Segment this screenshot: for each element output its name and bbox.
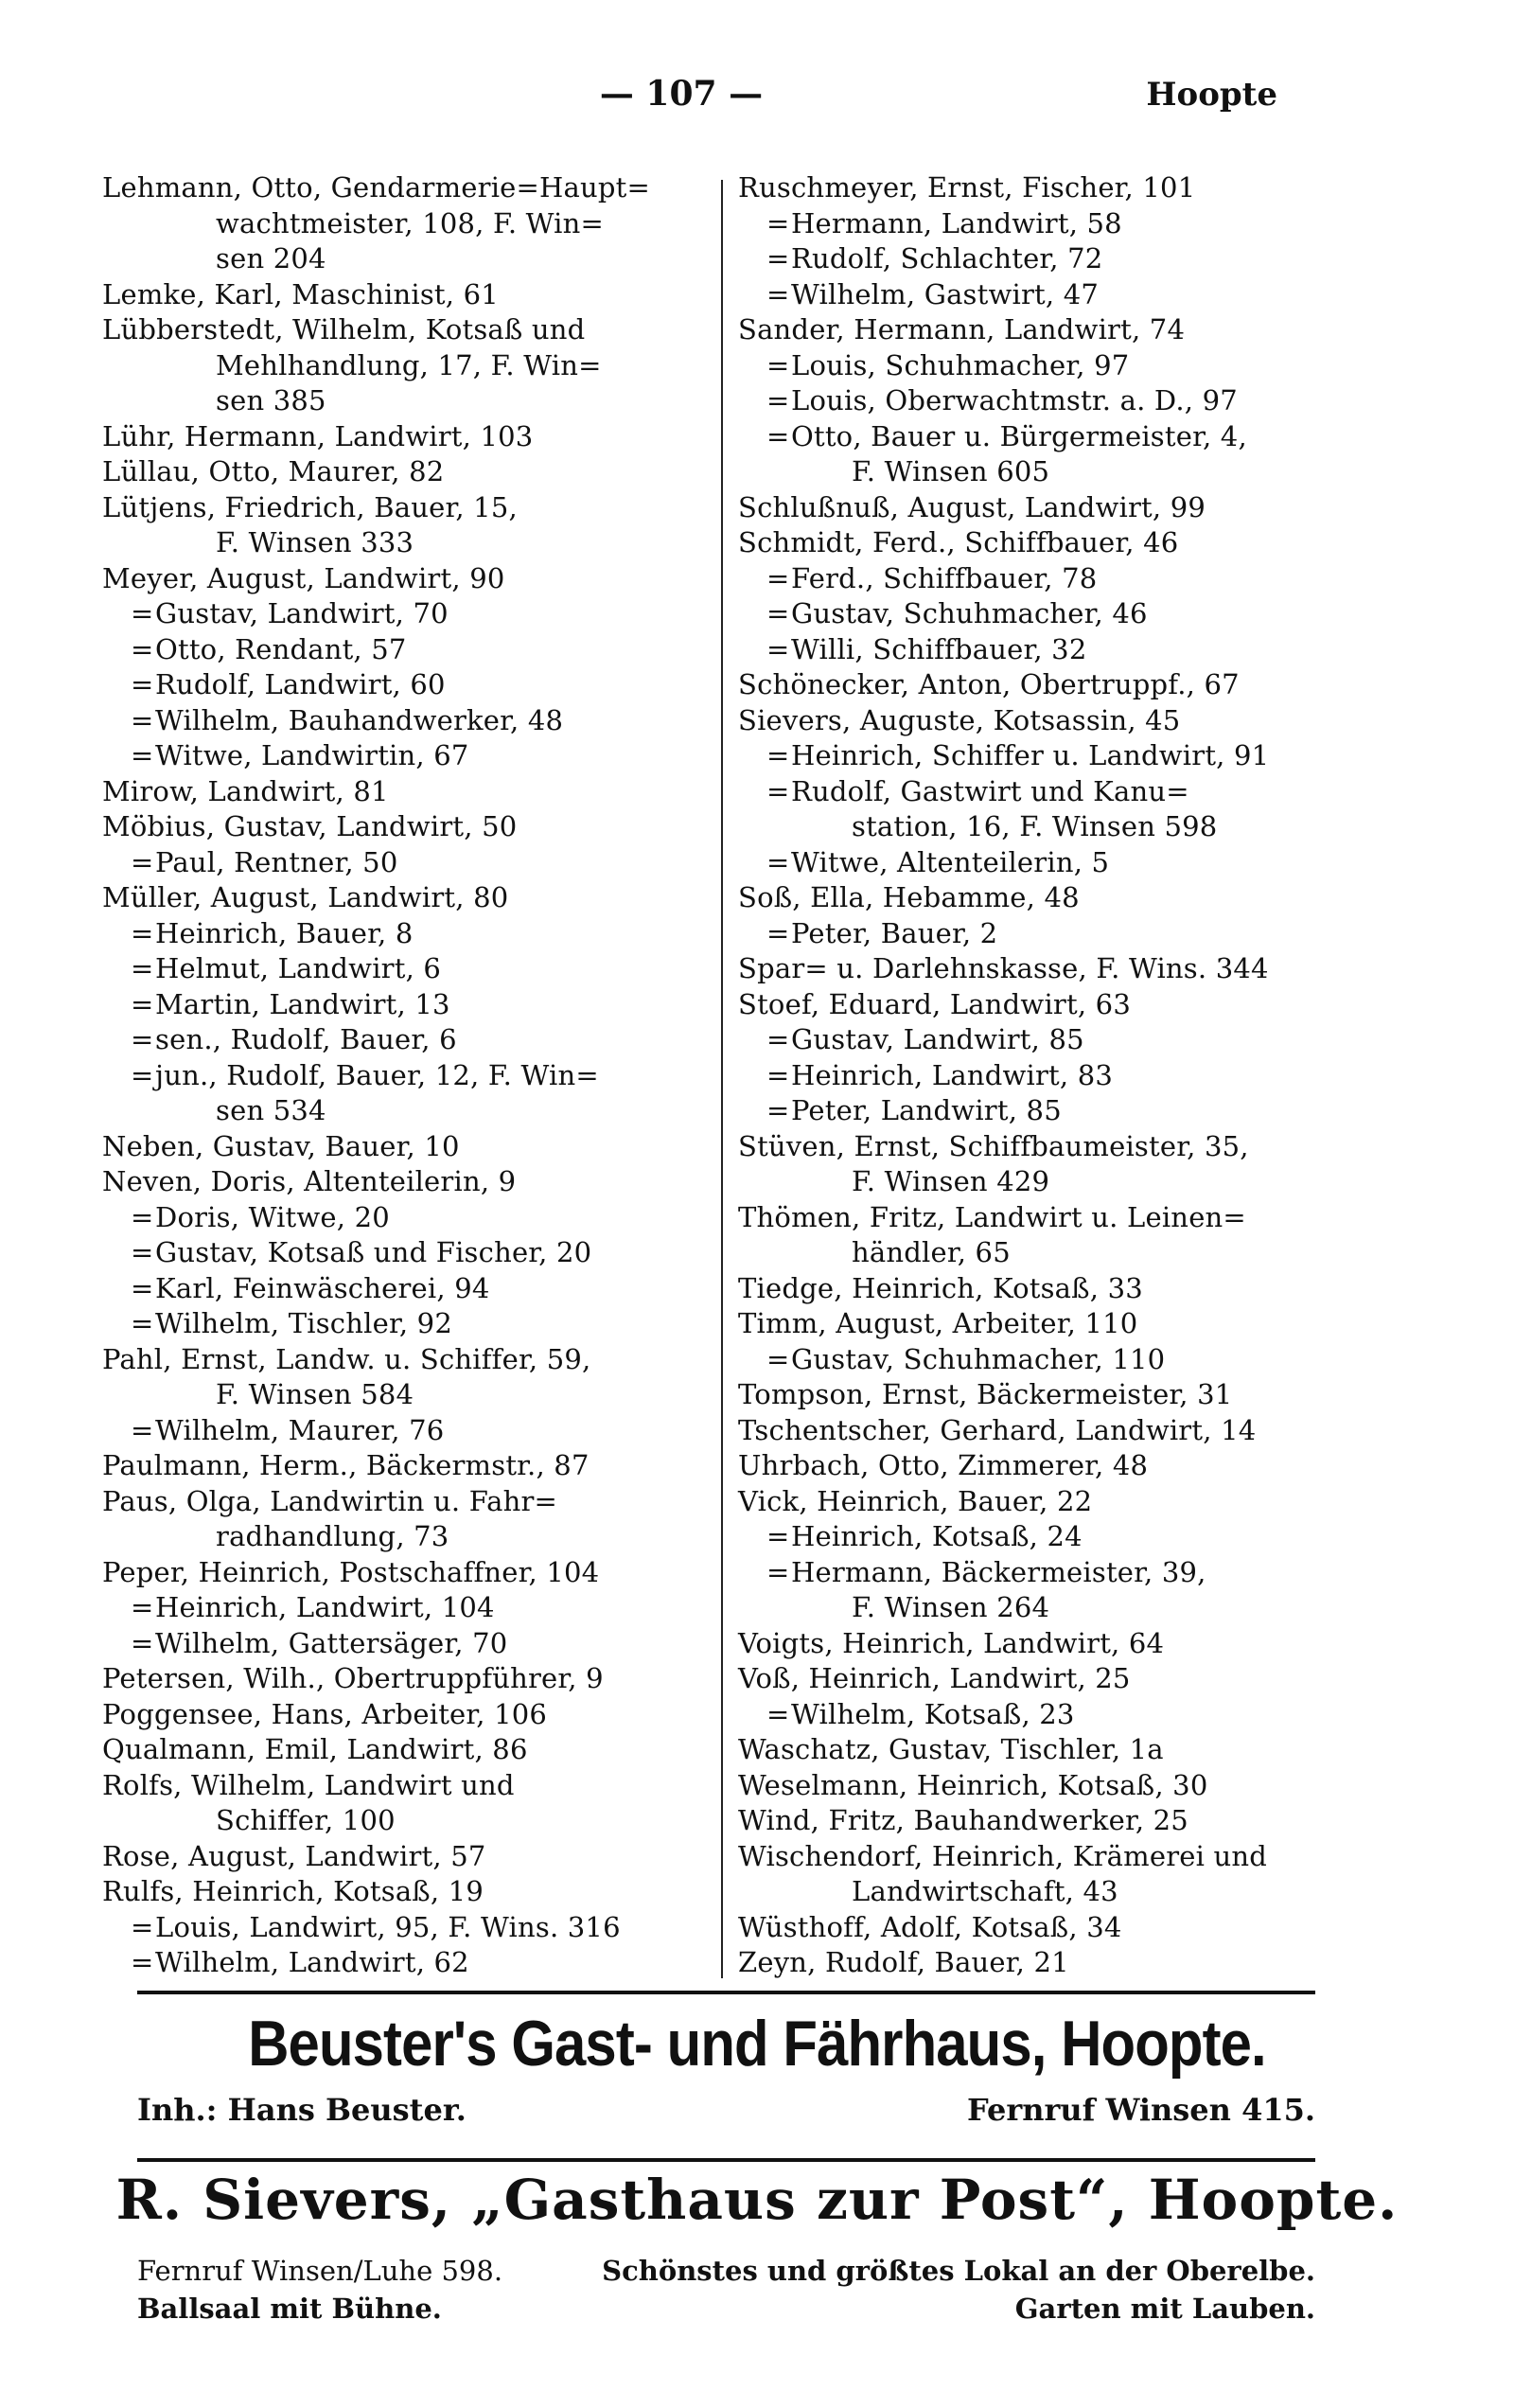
entry-continuation: [102, 241, 708, 277]
entry-text: Meyer, August, Landwirt, 90: [102, 561, 505, 594]
sub-entry: [738, 419, 1306, 455]
entry-text: radhandlung, 73: [216, 1520, 449, 1552]
ditto-mark: =: [766, 845, 790, 878]
ditto-mark: =: [131, 1200, 154, 1233]
directory-entry: [738, 667, 1306, 703]
entry-continuation: [102, 1377, 708, 1413]
entry-text: Soß, Ella, Hebamme, 48: [738, 881, 1080, 913]
directory-entry: [738, 1448, 1306, 1484]
right-column: [738, 170, 1306, 1981]
entry-text: Gustav, Schuhmacher, 110: [791, 1342, 1166, 1375]
entry-text: Qualmann, Emil, Landwirt, 86: [102, 1733, 528, 1765]
directory-entry: [102, 561, 708, 597]
entry-text: Gustav, Landwirt, 85: [791, 1023, 1084, 1055]
sub-entry: [102, 1022, 708, 1058]
entry-text: Rudolf, Schlachter, 72: [791, 242, 1103, 274]
sub-entry: [738, 561, 1306, 597]
entry-continuation: [738, 1590, 1306, 1626]
ditto-mark: =: [131, 1626, 154, 1659]
entry-text: Wind, Fritz, Bauhandwerker, 25: [738, 1804, 1188, 1836]
directory-entry: [102, 809, 708, 845]
entry-text: Tiedge, Heinrich, Kotsaß, 33: [738, 1271, 1143, 1304]
ditto-mark: =: [131, 1058, 154, 1091]
entry-text: Wüsthoff, Adolf, Kotsaß, 34: [738, 1910, 1122, 1943]
entry-text: Poggensee, Hans, Arbeiter, 106: [102, 1697, 548, 1730]
entry-text: Lühr, Hermann, Landwirt, 103: [102, 419, 534, 452]
sub-entry: [102, 1271, 708, 1307]
sub-entry: [738, 1555, 1306, 1591]
ditto-mark: =: [131, 1591, 154, 1623]
entry-text: Helmut, Landwirt, 6: [155, 952, 442, 984]
ditto-mark: =: [766, 348, 790, 381]
directory-entry: [738, 1910, 1306, 1946]
entry-text: Wilhelm, Bauhandwerker, 48: [155, 703, 564, 736]
directory-entry: [738, 1306, 1306, 1342]
entry-text: Neven, Doris, Altenteilerin, 9: [102, 1165, 517, 1197]
entry-text: station, 16, F. Winsen 598: [852, 810, 1218, 842]
entry-text: Louis, Oberwachtmstr. a. D., 97: [791, 384, 1238, 416]
entry-text: Schiffer, 100: [216, 1804, 396, 1836]
advert-sievers-ballroom: Ballsaal mit Bühne.: [137, 2293, 442, 2325]
sub-entry: [102, 632, 708, 668]
directory-entry: [102, 1768, 708, 1804]
entry-text: Wilhelm, Gastwirt, 47: [791, 277, 1100, 310]
ditto-mark: =: [766, 632, 790, 665]
entry-continuation: [738, 1164, 1306, 1200]
directory-entry: [102, 419, 708, 455]
sub-entry: [102, 951, 708, 987]
directory-columns: [0, 170, 1514, 1978]
entry-text: händler, 65: [852, 1236, 1011, 1268]
entry-text: Wilhelm, Landwirt, 62: [155, 1946, 469, 1978]
sub-entry: [102, 1626, 708, 1662]
directory-entry: [102, 277, 708, 313]
entry-continuation: [102, 1803, 708, 1839]
running-head: [0, 74, 1514, 121]
entry-text: Louis, Schuhmacher, 97: [791, 348, 1130, 381]
advert-sievers: [0, 2168, 1514, 2376]
entry-text: Tschentscher, Gerhard, Landwirt, 14: [738, 1413, 1257, 1446]
sub-entry: [102, 1910, 708, 1946]
entry-continuation: [738, 454, 1306, 490]
directory-entry: [102, 312, 708, 348]
ditto-mark: =: [766, 206, 790, 239]
entry-text: Martin, Landwirt, 13: [155, 987, 450, 1020]
ditto-mark: =: [766, 1058, 790, 1091]
sub-entry: [102, 1306, 708, 1342]
entry-continuation: [738, 809, 1306, 845]
ditto-mark: =: [131, 703, 154, 736]
directory-entry: [738, 1200, 1306, 1236]
ditto-mark: =: [131, 916, 154, 949]
entry-text: Spar= u. Darlehnskasse, F. Wins. 344: [738, 952, 1269, 984]
directory-entry: [738, 1271, 1306, 1307]
sub-entry: [738, 1093, 1306, 1129]
ditto-mark: =: [766, 242, 790, 274]
sub-entry: [738, 738, 1306, 774]
advert-beuster-owner: Inh.: Hans Beuster.: [137, 2092, 467, 2128]
entry-text: Heinrich, Landwirt, 104: [155, 1591, 495, 1623]
ditto-mark: =: [131, 1413, 154, 1446]
entry-text: jun., Rudolf, Bauer, 12, F. Win=: [155, 1058, 599, 1091]
directory-entry: [738, 1768, 1306, 1804]
entry-text: Mehlhandlung, 17, F. Win=: [216, 348, 602, 381]
ditto-mark: =: [131, 1946, 154, 1978]
sub-entry: [738, 241, 1306, 277]
entry-text: Zeyn, Rudolf, Bauer, 21: [738, 1946, 1069, 1978]
advert-beuster: [0, 2007, 1514, 2149]
directory-entry: [738, 1839, 1306, 1875]
entry-text: Heinrich, Bauer, 8: [155, 916, 414, 949]
ditto-mark: =: [766, 1555, 790, 1588]
entry-text: Rulfs, Heinrich, Kotsaß, 19: [102, 1875, 484, 1907]
directory-entry: [102, 880, 708, 916]
entry-text: Vick, Heinrich, Bauer, 22: [738, 1484, 1093, 1517]
directory-entry: [102, 1484, 708, 1520]
advert-sievers-slogan: Schönstes und größtes Lokal an der Oberelbe.: [602, 2255, 1315, 2287]
sub-entry: [738, 1697, 1306, 1733]
sub-entry: [102, 596, 708, 632]
entry-text: Mirow, Landwirt, 81: [102, 774, 389, 807]
advert-sievers-line-1: [137, 2255, 1315, 2287]
directory-entry: [738, 1626, 1306, 1662]
directory-entry: [738, 170, 1306, 206]
advert-beuster-title: Beuster's Gast- und Fährhaus, Hoopte.: [248, 2008, 1266, 2080]
sub-entry: [738, 1519, 1306, 1555]
entry-text: Sievers, Auguste, Kotsassin, 45: [738, 703, 1181, 736]
ditto-mark: =: [131, 597, 154, 629]
entry-text: Schönecker, Anton, Obertruppf., 67: [738, 668, 1240, 700]
directory-entry: [738, 880, 1306, 916]
entry-text: Rudolf, Landwirt, 60: [155, 668, 446, 700]
entry-text: Voß, Heinrich, Landwirt, 25: [738, 1662, 1131, 1694]
entry-text: Karl, Feinwäscherei, 94: [155, 1271, 490, 1304]
entry-text: Schmidt, Ferd., Schiffbauer, 46: [738, 526, 1179, 558]
separator-rule: [137, 2158, 1315, 2162]
entry-text: Müller, August, Landwirt, 80: [102, 881, 509, 913]
entry-text: Tompson, Ernst, Bäckermeister, 31: [738, 1378, 1233, 1410]
ditto-mark: =: [131, 952, 154, 984]
entry-text: Ferd., Schiffbauer, 78: [791, 561, 1098, 594]
entry-text: Möbius, Gustav, Landwirt, 50: [102, 810, 518, 842]
ditto-mark: =: [766, 1023, 790, 1055]
directory-entry: [102, 454, 708, 490]
entry-continuation: [738, 1235, 1306, 1271]
entry-text: F. Winsen 429: [852, 1165, 1050, 1197]
sub-entry: [738, 845, 1306, 881]
entry-text: Thömen, Fritz, Landwirt u. Leinen=: [738, 1200, 1246, 1233]
entry-text: Hermann, Bäckermeister, 39,: [791, 1555, 1206, 1588]
entry-text: Uhrbach, Otto, Zimmerer, 48: [738, 1449, 1149, 1481]
sub-entry: [102, 1235, 708, 1271]
ditto-mark: =: [766, 916, 790, 949]
sub-entry: [738, 916, 1306, 952]
place-name-heading: Hoopte: [1146, 76, 1277, 114]
sub-entry: [102, 1058, 708, 1094]
ditto-mark: =: [766, 597, 790, 629]
sub-entry: [102, 738, 708, 774]
entry-text: Rolfs, Wilhelm, Landwirt und: [102, 1768, 515, 1801]
entry-text: Lüllau, Otto, Maurer, 82: [102, 455, 445, 487]
ditto-mark: =: [131, 668, 154, 700]
entry-text: Heinrich, Landwirt, 83: [791, 1058, 1114, 1091]
entry-text: Wilhelm, Tischler, 92: [155, 1307, 452, 1339]
entry-text: F. Winsen 584: [216, 1378, 414, 1410]
ditto-mark: =: [766, 277, 790, 310]
entry-text: Paulmann, Herm., Bäckermstr., 87: [102, 1449, 590, 1481]
sub-entry: [102, 1200, 708, 1236]
sub-entry: [102, 916, 708, 952]
entry-continuation: [102, 206, 708, 242]
entry-text: F. Winsen 605: [852, 455, 1050, 487]
entry-text: sen., Rudolf, Bauer, 6: [155, 1023, 457, 1055]
ditto-mark: =: [131, 1023, 154, 1055]
sub-entry: [738, 596, 1306, 632]
entry-text: Paus, Olga, Landwirtin u. Fahr=: [102, 1484, 558, 1517]
entry-text: sen 385: [216, 384, 326, 416]
entry-text: Stüven, Ernst, Schiffbaumeister, 35,: [738, 1129, 1249, 1162]
entry-text: Weselmann, Heinrich, Kotsaß, 30: [738, 1768, 1208, 1801]
entry-text: Neben, Gustav, Bauer, 10: [102, 1129, 460, 1162]
entry-text: Lübberstedt, Wilhelm, Kotsaß und: [102, 313, 586, 345]
entry-text: Gustav, Landwirt, 70: [155, 597, 449, 629]
advert-sievers-garden: Garten mit Lauben.: [1014, 2293, 1315, 2325]
sub-entry: [102, 1590, 708, 1626]
sub-entry: [738, 1022, 1306, 1058]
directory-entry: [102, 1697, 708, 1733]
directory-entry: [738, 1661, 1306, 1697]
entry-text: Hermann, Landwirt, 58: [791, 206, 1122, 239]
entry-text: Otto, Bauer u. Bürgermeister, 4,: [791, 419, 1247, 452]
ditto-mark: =: [131, 987, 154, 1020]
entry-text: Lehmann, Otto, Gendarmerie=Haupt=: [102, 171, 651, 204]
sub-entry: [738, 348, 1306, 384]
advert-sievers-line-2: [137, 2293, 1315, 2325]
entry-text: Voigts, Heinrich, Landwirt, 64: [738, 1626, 1165, 1659]
ditto-mark: =: [766, 1697, 790, 1730]
sub-entry: [102, 1413, 708, 1449]
advert-beuster-phone: Fernruf Winsen 415.: [967, 2092, 1315, 2128]
sub-entry: [738, 1058, 1306, 1094]
ditto-mark: =: [766, 1342, 790, 1375]
entry-text: Louis, Landwirt, 95, F. Wins. 316: [155, 1910, 621, 1943]
left-column: [102, 170, 708, 1981]
entry-text: F. Winsen 264: [852, 1591, 1050, 1623]
directory-entry: [738, 1945, 1306, 1981]
directory-entry: [102, 1839, 708, 1875]
separator-rule: [137, 1991, 1315, 1994]
entry-text: Paul, Rentner, 50: [155, 845, 398, 878]
ditto-mark: =: [131, 632, 154, 665]
entry-continuation: [102, 525, 708, 561]
directory-entry: [738, 525, 1306, 561]
entry-text: Schlußnuß, August, Landwirt, 99: [738, 490, 1206, 523]
advert-sievers-phone: Fernruf Winsen/Luhe 598.: [137, 2255, 503, 2287]
entry-text: sen 534: [216, 1094, 326, 1126]
directory-entry: [738, 703, 1306, 739]
entry-text: Peper, Heinrich, Postschaffner, 104: [102, 1555, 600, 1588]
ditto-mark: =: [131, 1271, 154, 1304]
directory-entry: [102, 1342, 708, 1378]
entry-text: Pahl, Ernst, Landw. u. Schiffer, 59,: [102, 1342, 591, 1375]
directory-entry: [738, 1803, 1306, 1839]
directory-entry: [738, 1377, 1306, 1413]
entry-text: Witwe, Landwirtin, 67: [155, 739, 469, 771]
directory-entry: [738, 1413, 1306, 1449]
ditto-mark: =: [766, 419, 790, 452]
entry-continuation: [102, 1093, 708, 1129]
sub-entry: [738, 1342, 1306, 1378]
entry-text: Heinrich, Schiffer u. Landwirt, 91: [791, 739, 1270, 771]
page-number: — 107 —: [599, 74, 764, 114]
ditto-mark: =: [766, 739, 790, 771]
directory-entry: [738, 1732, 1306, 1768]
ditto-mark: =: [131, 739, 154, 771]
ditto-mark: =: [766, 1094, 790, 1126]
entry-text: sen 204: [216, 242, 326, 274]
entry-text: Willi, Schiffbauer, 32: [791, 632, 1087, 665]
ditto-mark: =: [131, 1236, 154, 1268]
ditto-mark: =: [766, 384, 790, 416]
entry-text: Waschatz, Gustav, Tischler, 1a: [738, 1733, 1164, 1765]
ditto-mark: =: [766, 561, 790, 594]
entry-text: Rudolf, Gastwirt und Kanu=: [791, 774, 1189, 807]
entry-text: Peter, Landwirt, 85: [791, 1094, 1062, 1126]
directory-entry: [102, 1164, 708, 1200]
advert-sievers-title: R. Sievers, „Gasthaus zur Post“, Hoopte.: [115, 2168, 1399, 2232]
entry-text: Doris, Witwe, 20: [155, 1200, 390, 1233]
sub-entry: [102, 1945, 708, 1981]
entry-continuation: [102, 348, 708, 384]
directory-entry: [738, 1484, 1306, 1520]
sub-entry: [738, 774, 1306, 810]
sub-entry: [738, 383, 1306, 419]
entry-text: Stoef, Eduard, Landwirt, 63: [738, 987, 1131, 1020]
ditto-mark: =: [131, 1307, 154, 1339]
entry-text: Lemke, Karl, Maschinist, 61: [102, 277, 499, 310]
ditto-mark: =: [766, 1520, 790, 1552]
sub-entry: [102, 703, 708, 739]
directory-entry: [102, 1555, 708, 1591]
sub-entry: [102, 845, 708, 881]
entry-text: Lütjens, Friedrich, Bauer, 15,: [102, 490, 518, 523]
sub-entry: [738, 277, 1306, 313]
entry-text: wachtmeister, 108, F. Win=: [216, 206, 605, 239]
sub-entry: [102, 987, 708, 1023]
directory-entry: [102, 490, 708, 526]
sub-entry: [738, 632, 1306, 668]
directory-entry: [738, 1129, 1306, 1165]
directory-entry: [102, 170, 708, 206]
directory-entry: [102, 774, 708, 810]
directory-entry: [102, 1448, 708, 1484]
entry-continuation: [738, 1874, 1306, 1910]
directory-entry: [738, 987, 1306, 1023]
entry-text: Petersen, Wilh., Obertruppführer, 9: [102, 1662, 604, 1694]
directory-entry: [102, 1129, 708, 1165]
entry-text: Wilhelm, Maurer, 76: [155, 1413, 445, 1446]
entry-text: Otto, Rendant, 57: [155, 632, 407, 665]
entry-text: Heinrich, Kotsaß, 24: [791, 1520, 1083, 1552]
entry-continuation: [102, 383, 708, 419]
entry-text: Witwe, Altenteilerin, 5: [791, 845, 1110, 878]
entry-text: Gustav, Schuhmacher, 46: [791, 597, 1148, 629]
entry-text: Sander, Hermann, Landwirt, 74: [738, 313, 1186, 345]
ditto-mark: =: [131, 845, 154, 878]
entry-text: Rose, August, Landwirt, 57: [102, 1839, 486, 1872]
entry-text: Timm, August, Arbeiter, 110: [738, 1307, 1138, 1339]
sub-entry: [738, 206, 1306, 242]
entry-text: Peter, Bauer, 2: [791, 916, 998, 949]
entry-text: F. Winsen 333: [216, 526, 414, 558]
directory-entry: [738, 951, 1306, 987]
sub-entry: [102, 667, 708, 703]
entry-text: Wischendorf, Heinrich, Krämerei und: [738, 1839, 1268, 1872]
directory-entry: [102, 1661, 708, 1697]
entry-text: Gustav, Kotsaß und Fischer, 20: [155, 1236, 592, 1268]
column-divider: [721, 180, 723, 1978]
ditto-mark: =: [131, 1910, 154, 1943]
directory-entry: [738, 312, 1306, 348]
entry-text: Wilhelm, Gattersäger, 70: [155, 1626, 508, 1659]
directory-entry: [102, 1732, 708, 1768]
entry-continuation: [102, 1519, 708, 1555]
entry-text: Ruschmeyer, Ernst, Fischer, 101: [738, 171, 1196, 204]
directory-entry: [738, 490, 1306, 526]
entry-text: Landwirtschaft, 43: [852, 1875, 1118, 1907]
ditto-mark: =: [766, 774, 790, 807]
entry-text: Wilhelm, Kotsaß, 23: [791, 1697, 1075, 1730]
directory-entry: [102, 1874, 708, 1910]
